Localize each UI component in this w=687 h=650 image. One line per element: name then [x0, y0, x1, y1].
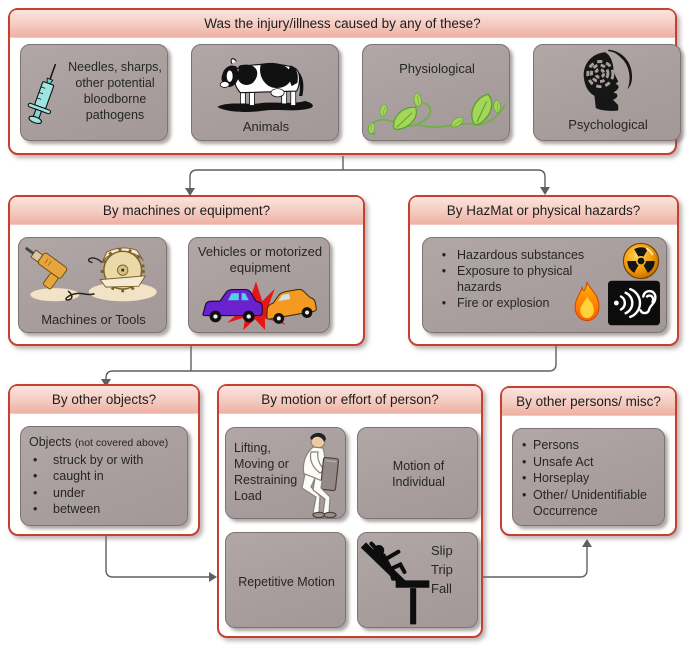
panel-motion [217, 384, 483, 638]
box-motion-individual [357, 427, 478, 519]
persons-bullet-row: • Persons [522, 437, 660, 454]
radiation-icon [622, 242, 660, 280]
box-animals [191, 44, 339, 141]
box-psychological-label: Psychological [568, 117, 648, 132]
cow-icon [203, 49, 329, 115]
persons-bullet-row: • Other/ Unidentifiable Occurrence [522, 487, 660, 520]
objects-bullet-row: • under [29, 485, 183, 502]
objects-bullet: between [53, 502, 101, 516]
objects-bullet-row: • between [29, 501, 183, 518]
objects-lead [29, 434, 183, 452]
box-machines-tools [18, 237, 167, 333]
box-hazmat [422, 237, 667, 333]
panel-persons [500, 386, 677, 536]
objects-bullet-row: • caught in [29, 468, 183, 485]
arrow-right-motion [209, 572, 217, 582]
panel-hazmat-title: By HazMat or physical hazards? [410, 197, 677, 225]
panel-motion-title: By motion or effort of person? [219, 386, 481, 414]
noise-icon [608, 280, 660, 326]
box-animals-label: Animals [242, 119, 290, 134]
box-repetitive-motion-label: Repetitive Motion [238, 575, 335, 589]
box-slip-trip-fall [357, 532, 478, 628]
panel-persons-title: By other persons/ misc? [502, 388, 675, 416]
slip-fall-icon [358, 535, 432, 627]
box-motion-individual-label: Motion of Individual [392, 459, 445, 489]
hazmat-bullet-row: • Hazardous substances [431, 247, 593, 263]
box-lifting [225, 427, 346, 519]
objects-lead-note: (not covered above) [74, 437, 169, 449]
objects-bullet: struck by or with [53, 452, 144, 467]
box-repetitive-motion [225, 532, 346, 628]
hazmat-bullet: Hazardous substances [457, 248, 585, 262]
car-crash-icon [191, 276, 329, 330]
hazmat-bullet: Exposure to physical hazards [457, 264, 573, 294]
box-needles [20, 44, 168, 141]
panel-causes [8, 8, 677, 155]
persons-bullet: Horseplay [533, 471, 590, 485]
panel-machines-title: By machines or equipment? [10, 197, 363, 225]
fire-icon [570, 280, 604, 324]
persons-bullet: Other/ Unidentifiable Occurrence [533, 487, 647, 518]
box-persons [512, 428, 665, 526]
panel-causes-title: Was the injury/illness caused by any of these? [10, 10, 675, 38]
arrow-down-hazmat [540, 187, 550, 195]
persons-bullet: Unsafe Act [533, 454, 594, 469]
hazmat-bullet-row: • Exposure to physical hazards [431, 263, 593, 295]
box-physiological-label: Physiological [399, 61, 475, 76]
lifting-person-icon [291, 430, 343, 518]
persons-bullet: Persons [533, 438, 579, 452]
panel-objects [8, 384, 200, 536]
box-slip-trip-fall-label: Slip Trip Fall [431, 543, 453, 596]
persons-bullet-row: • Horseplay [522, 470, 660, 487]
arrow-up-persons [582, 539, 592, 547]
syringe-icon [23, 49, 67, 137]
box-vehicles [188, 237, 330, 333]
box-machines-tools-label: Machines or Tools [41, 312, 146, 327]
persons-bullet-row: • Unsafe Act [522, 454, 660, 471]
panel-hazmat [408, 195, 679, 346]
drill-saw-icon [21, 240, 166, 306]
panel-objects-title: By other objects? [10, 386, 198, 414]
objects-bullet: under [53, 485, 85, 500]
objects-bullet-row: • struck by or with [29, 452, 183, 469]
objects-bullet: caught in [53, 469, 104, 483]
box-psychological [533, 44, 681, 141]
box-needles-label: Needles, sharps, other potential bloodborne pathogens [68, 60, 162, 122]
box-physiological [362, 44, 510, 141]
hazmat-bullet: Fire or explosion [457, 296, 550, 310]
box-objects [20, 426, 188, 526]
vine-icon [365, 82, 509, 138]
head-profile-icon [564, 47, 646, 113]
box-lifting-label: Lifting, Moving or Restraining Load [234, 441, 298, 503]
box-vehicles-label: Vehicles or motorized equipment [197, 244, 323, 275]
hazmat-bullet-row: • Fire or explosion [431, 295, 593, 311]
objects-lead-text: Objects [29, 435, 72, 449]
panel-machines [8, 195, 365, 346]
